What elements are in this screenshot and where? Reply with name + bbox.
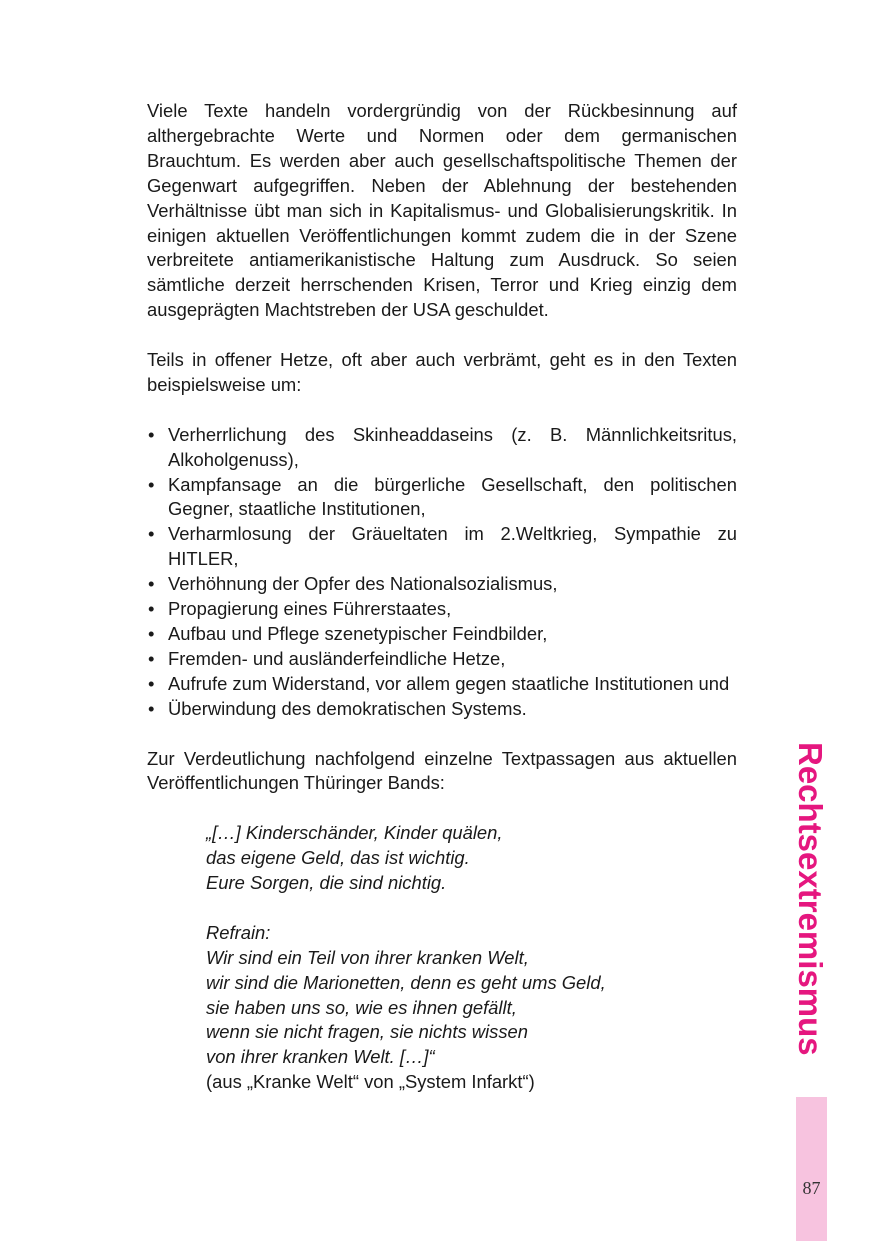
page-number: 87 (802, 1178, 821, 1198)
list-item-text: Aufrufe zum Widerstand, vor allem gegen staatliche Institutionen und (168, 672, 730, 694)
bullet-icon: • (148, 573, 155, 595)
quote-line: Wir sind ein Teil von ihrer kranken Welt, (206, 946, 529, 968)
quote-intro: Zur Verdeutlichung nachfolgend einzelne Textpassagen aus aktuellen Veröffentlichungen Thüringer Bands: (147, 747, 737, 794)
list-intro: Teils in offener Hetze, oft aber auch verbrämt, geht es in den Texten beispielsweise um: (147, 349, 737, 395)
list-item-text: Kampfansage an die bürgerliche Gesellschaft, den politischen Gegner, staatliche Institutionen, (168, 473, 737, 520)
bullet-icon: • (148, 598, 155, 620)
spacer (147, 796, 737, 821)
bullet-icon: • (148, 473, 155, 495)
list-item (147, 597, 737, 622)
list-item-text: Verharmlosung der Gräueltaten im 2.Weltkrieg, Sympathie zu HITLER, (168, 523, 737, 570)
list-item (147, 473, 737, 523)
list-item (147, 672, 737, 697)
quote-line: sie haben uns so, wie es ihnen gefällt, (206, 996, 517, 1018)
list-item-text: Verhöhnung der Opfer des Nationalsozialismus, (168, 573, 558, 595)
list-item-text: Propagierung eines Führerstaates, (168, 598, 452, 620)
list-item-text: Verherrlichung des Skinheaddaseins (z. B. Männlichkeitsritus, Alkoholgenuss), (168, 423, 737, 470)
page-body (147, 99, 737, 1095)
quote-line: von ihrer kranken Welt. […]“ (206, 1046, 435, 1068)
list-item (147, 647, 737, 672)
quote-line: wenn sie nicht fragen, sie nichts wissen (206, 1021, 528, 1043)
bullet-icon: • (148, 623, 155, 644)
list-item (147, 522, 737, 572)
bullet-icon: • (148, 647, 155, 669)
spacer (147, 398, 737, 423)
intro-paragraph: Viele Texte handeln vordergründig von der Rückbesinnung auf althergebrachte Werte und Normen oder dem germanischen Brauchtum. Es werden aber auch gesellschaftspolitische Themen der Gegenwart aufgegriffen. Neben der Ablehnung der bestehenden Verhältnisse übt man sich in Kapitalismus- und Globalisierungskritik. In einigen aktuellen Veröffentlichungen kommt zudem die in der Szene verbreitete antiamerikanistische Haltung zum Ausdruck. So seien sämtliche derzeit herrschenden Krisen, Terror und Krieg einzig dem ausgeprägten Machtstreben der USA geschuldet. (147, 100, 737, 321)
bullet-icon: • (148, 523, 155, 545)
list-item (147, 697, 737, 722)
spacer (147, 722, 737, 747)
list-item-text: Überwindung des demokratischen Systems. (168, 697, 527, 719)
spacer (147, 323, 737, 348)
bullet-icon: • (148, 672, 155, 694)
quote-spacer (206, 896, 737, 921)
quote-line: wir sind die Marionetten, denn es geht ums Geld, (206, 971, 606, 993)
list-item (147, 572, 737, 597)
quote-line: „[…] Kinderschänder, Kinder quälen, (206, 822, 503, 844)
list-item-text: Fremden- und ausländerfeindliche Hetze, (168, 647, 506, 669)
list-item-text: Aufbau und Pflege szenetypischer Feindbilder, (168, 623, 548, 644)
page-tab (796, 1097, 827, 1241)
section-title: Rechtsextremismus (792, 742, 829, 1056)
refrain-label: Refrain: (206, 921, 271, 943)
topic-list (147, 423, 737, 722)
bullet-icon: • (148, 423, 155, 445)
quote-source: (aus „Kranke Welt“ von „System Infarkt“) (206, 1071, 535, 1093)
quote-line: das eigene Geld, das ist wichtig. (206, 847, 470, 869)
quote-line: Eure Sorgen, die sind nichtig. (206, 872, 447, 894)
lyrics-quote (206, 821, 737, 1095)
bullet-icon: • (148, 697, 155, 719)
list-item (147, 423, 737, 473)
list-item (147, 622, 737, 647)
